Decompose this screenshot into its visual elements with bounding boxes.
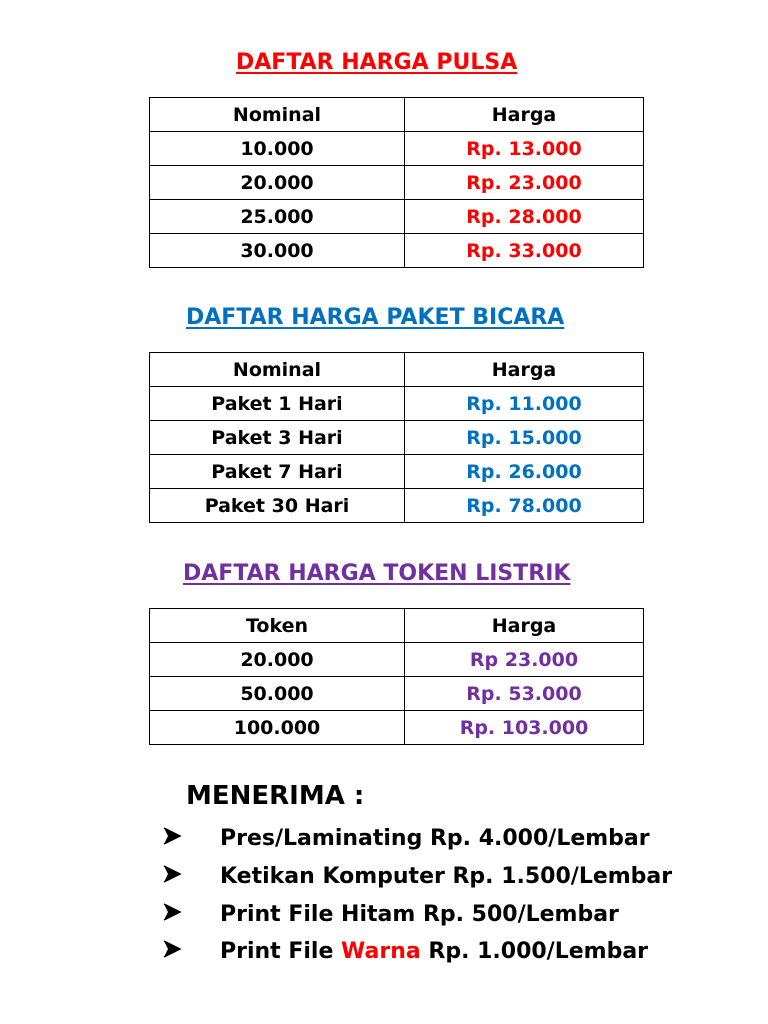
price-cell: Rp. 78.000 (405, 489, 644, 523)
table-row (150, 489, 644, 523)
service-text: Ketikan Komputer Rp. 1.500/Lembar (220, 864, 673, 890)
table-row (150, 200, 644, 234)
price-cell: Rp. 53.000 (405, 677, 644, 711)
service-item (162, 933, 672, 971)
table-header-row (150, 98, 644, 132)
price-cell: Rp. 13.000 (405, 132, 644, 166)
price-cell: Rp. 26.000 (405, 455, 644, 489)
paket-bicara-title: DAFTAR HARGA PAKET BICARA (186, 305, 565, 330)
price-cell: Rp 23.000 (405, 643, 644, 677)
table-row (150, 166, 644, 200)
pulsa-title: DAFTAR HARGA PULSA (236, 50, 518, 75)
arrow-bullet-icon (162, 939, 220, 964)
token-listrik-price-table (149, 608, 644, 745)
nominal-cell: Paket 7 Hari (150, 455, 405, 489)
column-header: Harga (405, 98, 644, 132)
price-cell: Rp. 23.000 (405, 166, 644, 200)
table-row (150, 132, 644, 166)
nominal-cell: 10.000 (150, 132, 405, 166)
service-item (162, 820, 672, 858)
service-highlight-text: Warna (341, 939, 421, 965)
table-row (150, 421, 644, 455)
table-row (150, 455, 644, 489)
nominal-cell: 20.000 (150, 166, 405, 200)
price-cell: Rp. 15.000 (405, 421, 644, 455)
price-cell: Rp. 33.000 (405, 234, 644, 268)
service-text: Rp. 1.000/Lembar (420, 939, 649, 965)
pulsa-price-table (149, 97, 644, 268)
table-header-row (150, 609, 644, 643)
nominal-cell: 25.000 (150, 200, 405, 234)
service-text: Print File (220, 939, 342, 965)
nominal-cell: Paket 3 Hari (150, 421, 405, 455)
nominal-cell: 20.000 (150, 643, 405, 677)
service-item (162, 858, 672, 896)
service-item (162, 895, 672, 933)
column-header: Harga (405, 353, 644, 387)
paket-bicara-price-table (149, 352, 644, 523)
arrow-bullet-icon (162, 902, 220, 927)
token-listrik-title: DAFTAR HARGA TOKEN LISTRIK (183, 561, 571, 586)
table-row (150, 677, 644, 711)
nominal-cell: 30.000 (150, 234, 405, 268)
price-cell: Rp. 103.000 (405, 711, 644, 745)
table-header-row (150, 353, 644, 387)
nominal-cell: 100.000 (150, 711, 405, 745)
services-list (162, 820, 672, 971)
column-header: Nominal (150, 353, 405, 387)
table-row (150, 234, 644, 268)
service-text: Print File Hitam Rp. 500/Lembar (220, 901, 619, 927)
table-row (150, 387, 644, 421)
nominal-cell: Paket 1 Hari (150, 387, 405, 421)
price-cell: Rp. 28.000 (405, 200, 644, 234)
arrow-bullet-icon (162, 826, 220, 851)
price-cell: Rp. 11.000 (405, 387, 644, 421)
column-header: Token (150, 609, 405, 643)
column-header: Harga (405, 609, 644, 643)
nominal-cell: Paket 30 Hari (150, 489, 405, 523)
services-heading: MENERIMA : (186, 781, 365, 811)
arrow-bullet-icon (162, 864, 220, 889)
table-row (150, 711, 644, 745)
column-header: Nominal (150, 98, 405, 132)
service-text: Pres/Laminating Rp. 4.000/Lembar (220, 826, 650, 852)
table-row (150, 643, 644, 677)
nominal-cell: 50.000 (150, 677, 405, 711)
